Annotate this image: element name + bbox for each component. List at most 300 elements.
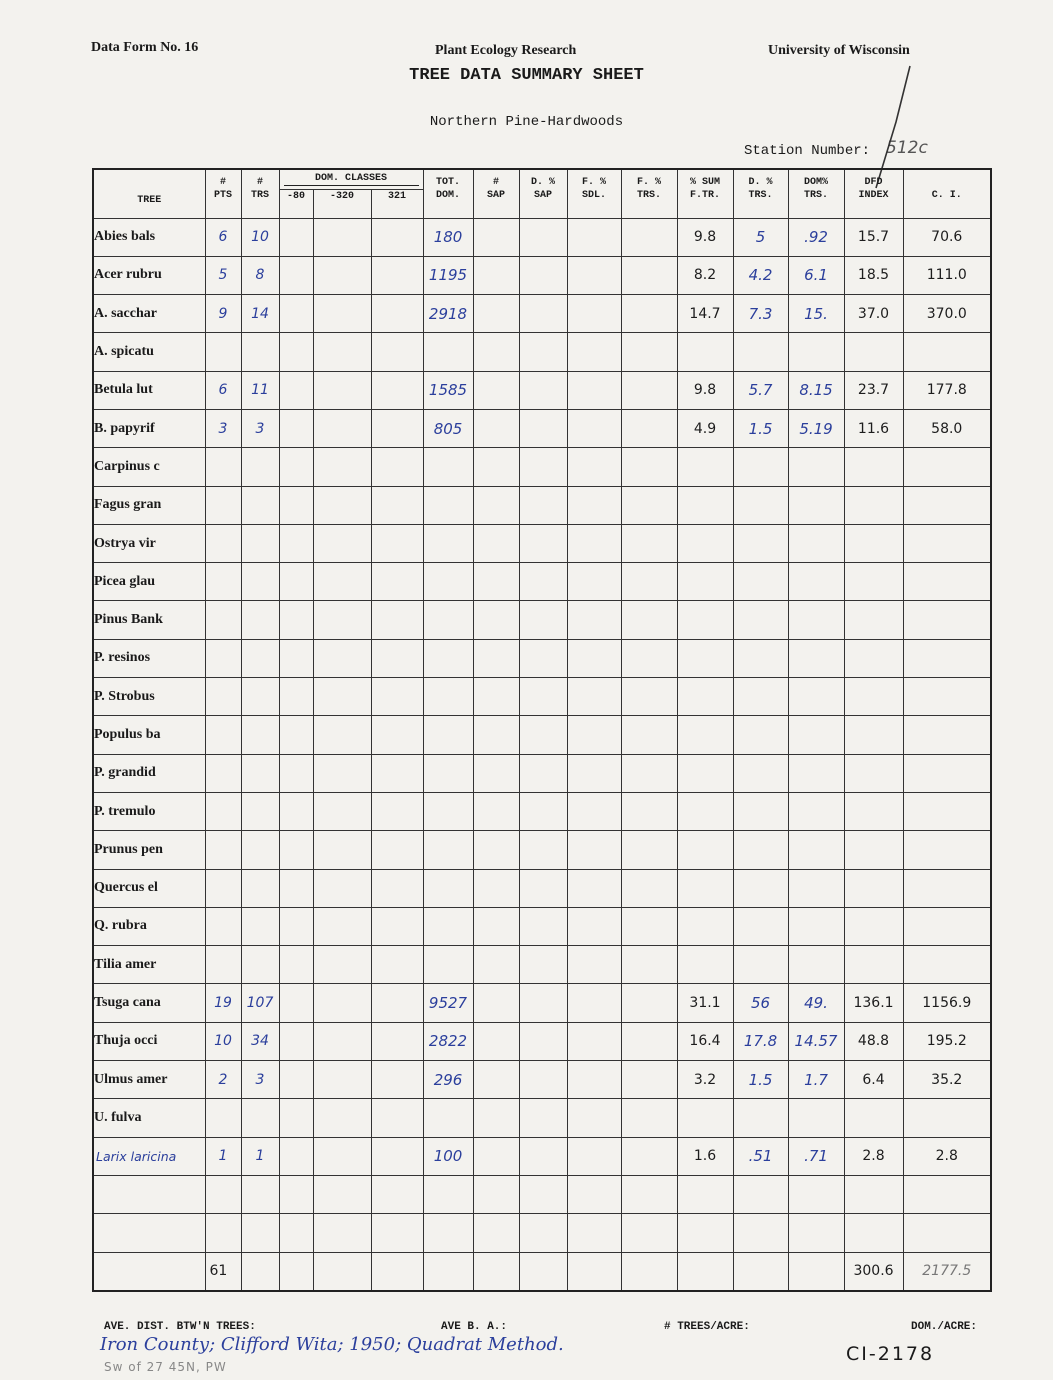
cell-sum_ftr bbox=[677, 448, 733, 486]
col-sap-a: # bbox=[473, 169, 519, 189]
cell-trs bbox=[241, 563, 279, 601]
cell-d320 bbox=[313, 754, 371, 792]
col-dsap-a: D. % bbox=[519, 169, 567, 189]
cell-tree: P. resinos bbox=[93, 639, 205, 677]
cell-sap bbox=[473, 831, 519, 869]
cell-tot bbox=[423, 869, 473, 907]
cell-dsap bbox=[519, 601, 567, 639]
cell-d320 bbox=[313, 1061, 371, 1099]
cell-ci: 35.2 bbox=[903, 1061, 991, 1099]
cell-fsdl bbox=[567, 1175, 621, 1213]
cell-d_trs bbox=[733, 869, 788, 907]
cell-dfd: 136.1 bbox=[844, 984, 903, 1022]
cell-dsap bbox=[519, 524, 567, 562]
cell-d321 bbox=[371, 409, 423, 447]
cell-d320 bbox=[313, 448, 371, 486]
cell-d_trs bbox=[733, 907, 788, 945]
cell-pts bbox=[205, 524, 241, 562]
cell-pts: 19 bbox=[205, 984, 241, 1022]
cell-ftrs bbox=[621, 984, 677, 1022]
cell-fsdl bbox=[567, 869, 621, 907]
cell-d_trs: 5.7 bbox=[733, 371, 788, 409]
cell-dfd bbox=[844, 946, 903, 984]
cell-dfd bbox=[844, 907, 903, 945]
cell-dfd bbox=[844, 1214, 903, 1252]
cell-fsdl bbox=[567, 831, 621, 869]
cell-ci: 195.2 bbox=[903, 1022, 991, 1060]
dom-acre-label: DOM./ACRE: bbox=[911, 1321, 978, 1333]
cell-dsap bbox=[519, 716, 567, 754]
cell-tot bbox=[423, 333, 473, 371]
cell-d80 bbox=[279, 563, 313, 601]
cell-ftrs bbox=[621, 218, 677, 256]
cell-sap bbox=[473, 371, 519, 409]
cell-d320 bbox=[313, 1022, 371, 1060]
cell-d320 bbox=[313, 486, 371, 524]
cell-pts: 2 bbox=[205, 1061, 241, 1099]
cell-sum_ftr bbox=[677, 1214, 733, 1252]
cell-ci bbox=[903, 946, 991, 984]
cell-dsap bbox=[519, 1099, 567, 1137]
cell-ftrs bbox=[621, 371, 677, 409]
cell-trs bbox=[241, 716, 279, 754]
cell-ci bbox=[903, 486, 991, 524]
cell-sum_ftr bbox=[677, 678, 733, 716]
cell-d320 bbox=[313, 716, 371, 754]
cell-sap bbox=[473, 563, 519, 601]
table-row bbox=[93, 1137, 991, 1175]
cell-d321 bbox=[371, 1137, 423, 1175]
cell-d320 bbox=[313, 295, 371, 333]
cell-dfd bbox=[844, 601, 903, 639]
cell-tree: Thuja occi bbox=[93, 1022, 205, 1060]
cell-sap bbox=[473, 524, 519, 562]
cell-d320 bbox=[313, 946, 371, 984]
cell-trs bbox=[241, 831, 279, 869]
cell-d80 bbox=[279, 1022, 313, 1060]
cell-sum_ftr bbox=[677, 754, 733, 792]
cell-d_trs bbox=[733, 448, 788, 486]
handwritten-location: Sw of 27 45N, PW bbox=[104, 1360, 227, 1374]
cell-dom_trs: 15. bbox=[788, 295, 844, 333]
cell-trs bbox=[241, 448, 279, 486]
cell-d320 bbox=[313, 218, 371, 256]
cell-sap bbox=[473, 1099, 519, 1137]
cell-pts: 5 bbox=[205, 256, 241, 294]
col-tree: TREE bbox=[93, 169, 205, 218]
station-number-value: 512c bbox=[886, 138, 928, 158]
table-row bbox=[93, 716, 991, 754]
cell-tot: 9527 bbox=[423, 984, 473, 1022]
cell-d_trs bbox=[733, 1175, 788, 1213]
cell-d80 bbox=[279, 639, 313, 677]
cell-tree: Populus ba bbox=[93, 716, 205, 754]
cell-d321 bbox=[371, 831, 423, 869]
cell-ftrs bbox=[621, 486, 677, 524]
table-row bbox=[93, 754, 991, 792]
cell-fsdl bbox=[567, 563, 621, 601]
cell-d80 bbox=[279, 601, 313, 639]
cell-tot bbox=[423, 1252, 473, 1291]
cell-tot: 2822 bbox=[423, 1022, 473, 1060]
cell-pts: 61 bbox=[205, 1252, 241, 1291]
cell-fsdl bbox=[567, 295, 621, 333]
cell-d80 bbox=[279, 907, 313, 945]
cell-d320 bbox=[313, 1099, 371, 1137]
cell-trs: 10 bbox=[241, 218, 279, 256]
cell-d321 bbox=[371, 524, 423, 562]
cell-trs bbox=[241, 639, 279, 677]
table-row bbox=[93, 907, 991, 945]
table-row bbox=[93, 524, 991, 562]
cell-sap bbox=[473, 1061, 519, 1099]
cell-d320 bbox=[313, 409, 371, 447]
cell-d80 bbox=[279, 448, 313, 486]
cell-dsap bbox=[519, 486, 567, 524]
cell-tot bbox=[423, 601, 473, 639]
cell-dom_trs: 49. bbox=[788, 984, 844, 1022]
cell-d320 bbox=[313, 333, 371, 371]
cell-tot bbox=[423, 1175, 473, 1213]
cell-dsap bbox=[519, 754, 567, 792]
cell-trs bbox=[241, 524, 279, 562]
cell-ci: 111.0 bbox=[903, 256, 991, 294]
cell-sap bbox=[473, 333, 519, 371]
cell-dsap bbox=[519, 984, 567, 1022]
cell-dsap bbox=[519, 1175, 567, 1213]
cell-pts bbox=[205, 792, 241, 830]
cell-sum_ftr bbox=[677, 1099, 733, 1137]
cell-d321 bbox=[371, 448, 423, 486]
cell-dom_trs: .71 bbox=[788, 1137, 844, 1175]
cell-d_trs bbox=[733, 486, 788, 524]
cell-dfd bbox=[844, 448, 903, 486]
cell-fsdl bbox=[567, 1137, 621, 1175]
cell-tot bbox=[423, 792, 473, 830]
cell-tree: Picea glau bbox=[93, 563, 205, 601]
cell-tree: Abies bals bbox=[93, 218, 205, 256]
cell-trs bbox=[241, 486, 279, 524]
cell-ci: 1156.9 bbox=[903, 984, 991, 1022]
cell-sum_ftr bbox=[677, 831, 733, 869]
cell-fsdl bbox=[567, 601, 621, 639]
cell-tree: P. Strobus bbox=[93, 678, 205, 716]
cell-dfd bbox=[844, 754, 903, 792]
cell-tree: Fagus gran bbox=[93, 486, 205, 524]
cell-d321 bbox=[371, 869, 423, 907]
cell-d80 bbox=[279, 792, 313, 830]
table-row bbox=[93, 448, 991, 486]
cell-ftrs bbox=[621, 409, 677, 447]
cell-sum_ftr: 16.4 bbox=[677, 1022, 733, 1060]
cell-dfd: 18.5 bbox=[844, 256, 903, 294]
cell-d80 bbox=[279, 869, 313, 907]
cell-dom_trs bbox=[788, 1099, 844, 1137]
cell-d_trs bbox=[733, 601, 788, 639]
cell-ftrs bbox=[621, 1022, 677, 1060]
cell-d80 bbox=[279, 1175, 313, 1213]
cell-ci bbox=[903, 333, 991, 371]
cell-trs: 3 bbox=[241, 1061, 279, 1099]
cell-pts bbox=[205, 754, 241, 792]
cell-d_trs bbox=[733, 639, 788, 677]
cell-fsdl bbox=[567, 486, 621, 524]
cell-d321 bbox=[371, 256, 423, 294]
cell-d320 bbox=[313, 869, 371, 907]
cell-fsdl bbox=[567, 409, 621, 447]
cell-fsdl bbox=[567, 716, 621, 754]
cell-dom_trs bbox=[788, 907, 844, 945]
handwritten-note: Iron County; Clifford Wita; 1950; Quadrat Method. bbox=[100, 1334, 564, 1355]
cell-fsdl bbox=[567, 333, 621, 371]
cell-pts bbox=[205, 946, 241, 984]
cell-tree bbox=[93, 1214, 205, 1252]
cell-d321 bbox=[371, 1022, 423, 1060]
cell-ci bbox=[903, 1214, 991, 1252]
cell-dom_trs: 5.19 bbox=[788, 409, 844, 447]
cell-sum_ftr bbox=[677, 907, 733, 945]
col-sumftr-b: F.TR. bbox=[677, 189, 733, 218]
cell-pts bbox=[205, 907, 241, 945]
cell-dsap bbox=[519, 371, 567, 409]
cell-tot bbox=[423, 716, 473, 754]
cell-ftrs bbox=[621, 716, 677, 754]
cell-sap bbox=[473, 869, 519, 907]
cell-d321 bbox=[371, 1175, 423, 1213]
cell-tree: Tilia amer bbox=[93, 946, 205, 984]
cell-tree: Betula lut bbox=[93, 371, 205, 409]
cell-ftrs bbox=[621, 448, 677, 486]
cell-sap bbox=[473, 1175, 519, 1213]
table-row bbox=[93, 946, 991, 984]
cell-pts: 10 bbox=[205, 1022, 241, 1060]
cell-d80 bbox=[279, 1099, 313, 1137]
cell-trs bbox=[241, 869, 279, 907]
cell-d_trs bbox=[733, 1099, 788, 1137]
cell-ci bbox=[903, 869, 991, 907]
cell-pts: 3 bbox=[205, 409, 241, 447]
table-row bbox=[93, 1214, 991, 1252]
cell-tree: U. fulva bbox=[93, 1099, 205, 1137]
cell-ftrs bbox=[621, 907, 677, 945]
cell-sum_ftr bbox=[677, 601, 733, 639]
table-row bbox=[93, 869, 991, 907]
cell-ci: 58.0 bbox=[903, 409, 991, 447]
cell-ci bbox=[903, 1099, 991, 1137]
cell-d321 bbox=[371, 678, 423, 716]
cell-dfd bbox=[844, 333, 903, 371]
cell-dsap bbox=[519, 831, 567, 869]
cell-dsap bbox=[519, 1061, 567, 1099]
cell-tot: 805 bbox=[423, 409, 473, 447]
cell-pts bbox=[205, 563, 241, 601]
cell-tree bbox=[93, 1175, 205, 1213]
cell-trs bbox=[241, 333, 279, 371]
cell-d_trs bbox=[733, 678, 788, 716]
cell-ci bbox=[903, 907, 991, 945]
cell-dsap bbox=[519, 563, 567, 601]
cell-trs: 34 bbox=[241, 1022, 279, 1060]
cell-sap bbox=[473, 907, 519, 945]
cell-dfd bbox=[844, 1099, 903, 1137]
cell-d321 bbox=[371, 486, 423, 524]
cell-sum_ftr bbox=[677, 1175, 733, 1213]
cell-dsap bbox=[519, 678, 567, 716]
cell-pts bbox=[205, 486, 241, 524]
col-trs-a: # bbox=[241, 169, 279, 189]
cell-ci: 2177.5 bbox=[903, 1252, 991, 1291]
table-row bbox=[93, 678, 991, 716]
cell-dfd: 11.6 bbox=[844, 409, 903, 447]
cell-dom_trs bbox=[788, 946, 844, 984]
cell-d80 bbox=[279, 295, 313, 333]
cell-trs bbox=[241, 1252, 279, 1291]
cell-sap bbox=[473, 716, 519, 754]
table-row bbox=[93, 984, 991, 1022]
cell-dfd bbox=[844, 563, 903, 601]
cell-ftrs bbox=[621, 1214, 677, 1252]
table-row bbox=[93, 831, 991, 869]
cell-d320 bbox=[313, 639, 371, 677]
cell-tot bbox=[423, 524, 473, 562]
cell-ci: 70.6 bbox=[903, 218, 991, 256]
cell-d321 bbox=[371, 716, 423, 754]
cell-dsap bbox=[519, 639, 567, 677]
cell-d_trs bbox=[733, 524, 788, 562]
cell-d80 bbox=[279, 256, 313, 294]
cell-d_trs bbox=[733, 946, 788, 984]
cell-sap bbox=[473, 1022, 519, 1060]
cell-d80 bbox=[279, 946, 313, 984]
col-sumftr-a: % SUM bbox=[677, 169, 733, 189]
cell-dsap bbox=[519, 869, 567, 907]
cell-pts bbox=[205, 1099, 241, 1137]
cell-ftrs bbox=[621, 601, 677, 639]
cell-dsap bbox=[519, 448, 567, 486]
cell-trs bbox=[241, 601, 279, 639]
cell-sum_ftr: 31.1 bbox=[677, 984, 733, 1022]
cell-dom_trs bbox=[788, 601, 844, 639]
cell-d_trs: 1.5 bbox=[733, 409, 788, 447]
cell-d_trs bbox=[733, 792, 788, 830]
table-row bbox=[93, 218, 991, 256]
cell-sap bbox=[473, 678, 519, 716]
cell-dfd bbox=[844, 524, 903, 562]
cell-d80 bbox=[279, 1252, 313, 1291]
cell-tot: 180 bbox=[423, 218, 473, 256]
cell-tree: Ostrya vir bbox=[93, 524, 205, 562]
cell-tree: Quercus el bbox=[93, 869, 205, 907]
cell-sap bbox=[473, 754, 519, 792]
cell-d321 bbox=[371, 333, 423, 371]
cell-ci bbox=[903, 1175, 991, 1213]
cell-d320 bbox=[313, 792, 371, 830]
cell-tree: Carpinus c bbox=[93, 448, 205, 486]
cell-tot bbox=[423, 639, 473, 677]
cell-dfd bbox=[844, 1175, 903, 1213]
col-pts-b: PTS bbox=[205, 189, 241, 218]
cell-pts bbox=[205, 831, 241, 869]
cell-tree bbox=[93, 1252, 205, 1291]
cell-pts: 6 bbox=[205, 218, 241, 256]
cell-d80 bbox=[279, 409, 313, 447]
cell-d320 bbox=[313, 371, 371, 409]
cell-sum_ftr bbox=[677, 1252, 733, 1291]
cell-pts bbox=[205, 869, 241, 907]
ave-dist-label: AVE. DIST. BTW'N TREES: bbox=[104, 1321, 256, 1333]
col-trs-b: TRS bbox=[241, 189, 279, 218]
cell-d320 bbox=[313, 907, 371, 945]
cell-d320 bbox=[313, 1252, 371, 1291]
table-row bbox=[93, 792, 991, 830]
table-row bbox=[93, 295, 991, 333]
cell-fsdl bbox=[567, 1214, 621, 1252]
cell-d321 bbox=[371, 754, 423, 792]
cell-ci: 2.8 bbox=[903, 1137, 991, 1175]
cell-d321 bbox=[371, 218, 423, 256]
cell-dfd bbox=[844, 678, 903, 716]
col-fsdl-b: SDL. bbox=[567, 189, 621, 218]
table-row bbox=[93, 639, 991, 677]
cell-d321 bbox=[371, 1099, 423, 1137]
cell-dsap bbox=[519, 295, 567, 333]
cell-tot: 1195 bbox=[423, 256, 473, 294]
cell-tree: A. sacchar bbox=[93, 295, 205, 333]
tree-data-table bbox=[92, 168, 992, 1292]
cell-trs bbox=[241, 1175, 279, 1213]
cell-sum_ftr: 9.8 bbox=[677, 371, 733, 409]
col-dom-321: 321 bbox=[371, 189, 423, 218]
cell-dom_trs bbox=[788, 524, 844, 562]
cell-sum_ftr bbox=[677, 563, 733, 601]
cell-dsap bbox=[519, 792, 567, 830]
table-row bbox=[93, 1061, 991, 1099]
cell-d80 bbox=[279, 678, 313, 716]
cell-ftrs bbox=[621, 678, 677, 716]
cell-dom_trs bbox=[788, 1214, 844, 1252]
cell-tree: A. spicatu bbox=[93, 333, 205, 371]
cell-dfd bbox=[844, 869, 903, 907]
cell-tot bbox=[423, 831, 473, 869]
cell-dfd bbox=[844, 831, 903, 869]
cell-fsdl bbox=[567, 524, 621, 562]
col-domtrs-b: TRS. bbox=[788, 189, 844, 218]
cell-d321 bbox=[371, 563, 423, 601]
cell-tree: Ulmus amer bbox=[93, 1061, 205, 1099]
cell-fsdl bbox=[567, 1099, 621, 1137]
cell-ftrs bbox=[621, 1175, 677, 1213]
cell-tot bbox=[423, 486, 473, 524]
cell-dfd: 6.4 bbox=[844, 1061, 903, 1099]
cell-dfd: 15.7 bbox=[844, 218, 903, 256]
cell-d321 bbox=[371, 295, 423, 333]
cell-dsap bbox=[519, 409, 567, 447]
cell-pts: 1 bbox=[205, 1137, 241, 1175]
table-row bbox=[93, 1175, 991, 1213]
cell-pts bbox=[205, 1175, 241, 1213]
cell-d_trs bbox=[733, 1214, 788, 1252]
cell-d80 bbox=[279, 831, 313, 869]
cell-tot bbox=[423, 946, 473, 984]
cell-d_trs bbox=[733, 716, 788, 754]
table-row bbox=[93, 256, 991, 294]
cell-dsap bbox=[519, 333, 567, 371]
cell-ci bbox=[903, 639, 991, 677]
cell-fsdl bbox=[567, 371, 621, 409]
cell-dsap bbox=[519, 907, 567, 945]
cell-fsdl bbox=[567, 639, 621, 677]
cell-ftrs bbox=[621, 295, 677, 333]
